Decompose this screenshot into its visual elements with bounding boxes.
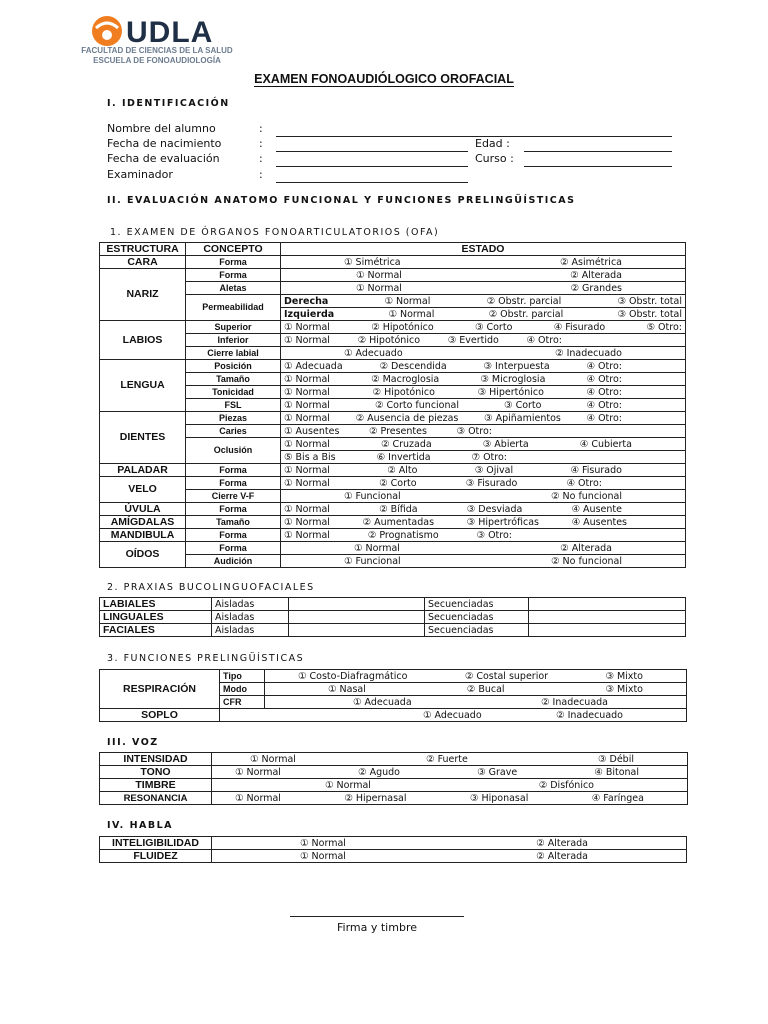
- concept-label: Audición: [186, 555, 281, 568]
- col-estructura: ESTRUCTURA: [100, 243, 186, 256]
- udla-logo-mark-icon: [90, 14, 124, 48]
- concept-label: Inferior: [186, 334, 281, 347]
- funciones-table: [99, 669, 687, 722]
- state-options[interactable]: ① Nasal ② Bucal ③ Mixto: [265, 683, 687, 696]
- nombre-label: Nombre del alumno: [107, 122, 216, 135]
- nacimiento-field[interactable]: [276, 151, 468, 152]
- table-row: [100, 386, 686, 399]
- aisladas-field[interactable]: [289, 611, 425, 624]
- signature-label: Firma y timbre: [337, 921, 417, 934]
- edad-label: Edad :: [475, 137, 510, 150]
- state-options[interactable]: ① Normal ② Prognatismo ③ Otro:: [281, 529, 686, 542]
- table-row: [100, 611, 686, 624]
- structure-mandibula: MANDIBULA: [100, 529, 186, 542]
- aisladas-field[interactable]: [289, 598, 425, 611]
- state-options[interactable]: ① Adecuado ② Inadecuado: [220, 709, 687, 722]
- habla-table: [99, 836, 687, 863]
- col-concepto: CONCEPTO: [186, 243, 281, 256]
- concept-label: Tamaño: [186, 373, 281, 386]
- table-row: [100, 412, 686, 425]
- praxia-label: LINGUALES: [100, 611, 212, 624]
- timbre-label: TIMBRE: [100, 779, 212, 792]
- state-options[interactable]: ① Normal ② Hipotónico ③ Evertido ④ Otro:: [281, 334, 686, 347]
- table-row: [100, 624, 686, 637]
- table-row: [100, 598, 686, 611]
- concept-label: Posición: [186, 360, 281, 373]
- state-options[interactable]: ① Normal ② Grandes: [281, 282, 686, 295]
- state-options[interactable]: ① Normal ② Corto funcional ③ Corto ④ Otro:: [281, 399, 686, 412]
- structure-lengua: LENGUA: [100, 360, 186, 412]
- signature-line[interactable]: [290, 916, 464, 917]
- section-voz-heading: III. VOZ: [107, 737, 159, 748]
- document-title: EXAMEN FONOAUDIÓLOGICO OROFACIAL: [254, 72, 514, 86]
- state-options[interactable]: ① Normal ② Hipotónico ③ Hipertónico ④ Otro:: [281, 386, 686, 399]
- voz-table: [99, 752, 688, 805]
- state-options[interactable]: ① Normal ② Alterada: [212, 837, 687, 850]
- state-options[interactable]: ① Funcional ② No funcional: [281, 555, 686, 568]
- concept-label: Caries: [186, 425, 281, 438]
- section-evaluacion-heading: II. EVALUACIÓN ANATOMO FUNCIONAL Y FUNCIONES PRELINGÜÍSTICAS: [107, 195, 576, 206]
- state-options[interactable]: ⑤ Bis a Bis ⑥ Invertida ⑦ Otro:: [281, 451, 686, 464]
- state-options[interactable]: ① Normal ② Alto ③ Ojival ④ Fisurado: [281, 464, 686, 477]
- secuenciadas-field[interactable]: [529, 611, 686, 624]
- section-identificacion-heading: I. IDENTIFICACIÓN: [107, 98, 230, 109]
- nacimiento-label: Fecha de nacimiento: [107, 137, 222, 150]
- praxia-label: FACIALES: [100, 624, 212, 637]
- table-row: [100, 347, 686, 360]
- table-row: [100, 490, 686, 503]
- table-row: [100, 282, 686, 295]
- state-options[interactable]: ① Normal ② Bífida ③ Desviada ④ Ausente: [281, 503, 686, 516]
- table-row: [100, 542, 686, 555]
- aisladas-label: Aisladas: [212, 611, 289, 624]
- table-row: [100, 709, 687, 722]
- structure-amigdalas: AMÍGDALAS: [100, 516, 186, 529]
- structure-velo: VELO: [100, 477, 186, 503]
- intensidad-label: INTENSIDAD: [100, 753, 212, 766]
- inteligibilidad-label: INTELIGIBILIDAD: [100, 837, 212, 850]
- concept-label: Forma: [186, 256, 281, 269]
- table-row: [100, 399, 686, 412]
- aisladas-label: Aisladas: [212, 624, 289, 637]
- brand-name: UDLA: [126, 16, 214, 49]
- colon: :: [259, 168, 263, 181]
- concept-label: Superior: [186, 321, 281, 334]
- state-options[interactable]: ① Adecuada ② Descendida ③ Interpuesta ④ Otro:: [281, 360, 686, 373]
- tono-label: TONO: [100, 766, 212, 779]
- state-options[interactable]: ① Normal ② Ausencia de piezas ③ Apiñamientos ④ Otro:: [281, 412, 686, 425]
- praxias-table: [99, 597, 686, 637]
- secuenciadas-field[interactable]: [529, 598, 686, 611]
- state-options[interactable]: ① Simétrica ② Asimétrica: [281, 256, 686, 269]
- aisladas-label: Aisladas: [212, 598, 289, 611]
- secuenciadas-label: Secuenciadas: [425, 598, 529, 611]
- section-habla-heading: IV. HABLA: [107, 820, 174, 831]
- concept-label: Forma: [186, 464, 281, 477]
- examinador-field[interactable]: [276, 182, 468, 183]
- edad-field[interactable]: [524, 151, 672, 152]
- state-options[interactable]: ① Normal ② Agudo ③ Grave ④ Bitonal: [212, 766, 688, 779]
- state-options[interactable]: ① Normal ② Hipotónico ③ Corto ④ Fisurado ⑤ Otro:: [281, 321, 686, 334]
- table-row: [100, 373, 686, 386]
- concept-label: Forma: [186, 529, 281, 542]
- concept-label: Piezas: [186, 412, 281, 425]
- state-options[interactable]: ① Costo-Diafragmático ② Costal superior ③ Mixto: [265, 670, 687, 683]
- table-row: [100, 503, 686, 516]
- concept-label: Cierre V-F: [186, 490, 281, 503]
- state-options[interactable]: ① Normal ② Cruzada ③ Abierta ④ Cubierta: [281, 438, 686, 451]
- concept-label: Cierre labial: [186, 347, 281, 360]
- state-options[interactable]: ① Adecuada ② Inadecuada: [265, 696, 687, 709]
- faculty-name: FACULTAD DE CIENCIAS DE LA SALUD ESCUELA DE FONOAUDIOLOGÍA: [81, 46, 233, 65]
- table-row: [100, 321, 686, 334]
- table-row: [100, 779, 688, 792]
- concept-label: Forma: [186, 542, 281, 555]
- colon: :: [259, 122, 263, 135]
- table-row: [100, 334, 686, 347]
- state-options[interactable]: ① Normal ② Macroglosia ③ Microglosia ④ Otro:: [281, 373, 686, 386]
- table-row: [100, 850, 687, 863]
- table-row: [100, 295, 686, 308]
- concept-label: Aletas: [186, 282, 281, 295]
- curso-label: Curso :: [475, 152, 514, 165]
- table-row: [100, 360, 686, 373]
- secuenciadas-label: Secuenciadas: [425, 611, 529, 624]
- table-row: [100, 438, 686, 451]
- evaluacion-label: Fecha de evaluación: [107, 152, 220, 165]
- table-row: [100, 256, 686, 269]
- state-options[interactable]: ① Normal ② Fuerte ③ Débil: [212, 753, 688, 766]
- concept-label: Tonicidad: [186, 386, 281, 399]
- aisladas-field[interactable]: [289, 624, 425, 637]
- table-row: [100, 269, 686, 282]
- table-row: [100, 792, 688, 805]
- structure-oidos: OÍDOS: [100, 542, 186, 568]
- concept-label: Oclusión: [186, 438, 281, 464]
- secuenciadas-label: Secuenciadas: [425, 624, 529, 637]
- table-row: [100, 464, 686, 477]
- state-options[interactable]: Izquierda ① Normal ② Obstr. parcial ③ Obstr. total: [281, 308, 686, 321]
- state-options[interactable]: ① Normal ② Alterada: [212, 850, 687, 863]
- state-options[interactable]: ① Adecuado ② Inadecuado: [281, 347, 686, 360]
- evaluacion-field[interactable]: [276, 166, 468, 167]
- subsection-ofa-heading: 1. EXAMEN DE ÓRGANOS FONOARTICULATORIOS (OFA): [110, 227, 440, 238]
- table-row: [100, 670, 687, 683]
- state-options[interactable]: ① Normal ② Alterada: [281, 542, 686, 555]
- concept-label: Forma: [186, 503, 281, 516]
- table-row: [100, 766, 688, 779]
- fluidez-label: FLUIDEZ: [100, 850, 212, 863]
- structure-dientes: DIENTES: [100, 412, 186, 464]
- table-row: [100, 555, 686, 568]
- concept-label: Tipo: [220, 670, 265, 683]
- concept-label: Tamaño: [186, 516, 281, 529]
- table-row: [100, 477, 686, 490]
- concept-label: Permeabilidad: [186, 295, 281, 321]
- concept-label: Forma: [186, 269, 281, 282]
- structure-paladar: PALADAR: [100, 464, 186, 477]
- colon: :: [259, 152, 263, 165]
- structure-nariz: NARIZ: [100, 269, 186, 321]
- table-row: [100, 753, 688, 766]
- subsection-praxias-heading: 2. PRAXIAS BUCOLINGUOFACIALES: [107, 582, 315, 593]
- table-header-row: [100, 243, 686, 256]
- secuenciadas-field[interactable]: [529, 624, 686, 637]
- curso-field[interactable]: [524, 166, 672, 167]
- state-options[interactable]: ① Normal ② Corto ③ Fisurado ④ Otro:: [281, 477, 686, 490]
- structure-cara: CARA: [100, 256, 186, 269]
- nombre-field[interactable]: [276, 136, 672, 137]
- state-options[interactable]: ① Funcional ② No funcional: [281, 490, 686, 503]
- table-row: [100, 425, 686, 438]
- table-row: [100, 837, 687, 850]
- state-options[interactable]: ① Normal ② Disfónico: [212, 779, 688, 792]
- col-estado: ESTADO: [281, 243, 686, 256]
- examinador-label: Examinador: [107, 168, 173, 181]
- praxia-label: LABIALES: [100, 598, 212, 611]
- concept-label: Modo: [220, 683, 265, 696]
- soplo-label: SOPLO: [100, 709, 220, 722]
- ofa-table: [99, 242, 686, 568]
- resonancia-label: RESONANCIA: [100, 792, 212, 805]
- subsection-funciones-heading: 3. FUNCIONES PRELINGÜÍSTICAS: [107, 653, 305, 664]
- state-options[interactable]: ① Normal ② Alterada: [281, 269, 686, 282]
- structure-uvula: ÚVULA: [100, 503, 186, 516]
- concept-label: Forma: [186, 477, 281, 490]
- colon: :: [259, 137, 263, 150]
- respiracion-label: RESPIRACIÓN: [100, 670, 220, 709]
- concept-label: FSL: [186, 399, 281, 412]
- table-row: [100, 529, 686, 542]
- state-options[interactable]: Derecha ① Normal ② Obstr. parcial ③ Obstr. total: [281, 295, 686, 308]
- table-row: [100, 516, 686, 529]
- structure-labios: LABIOS: [100, 321, 186, 360]
- state-options[interactable]: ① Normal ② Aumentadas ③ Hipertróficas ④ Ausentes: [281, 516, 686, 529]
- state-options[interactable]: ① Normal ② Hipernasal ③ Hiponasal ④ Faríngea: [212, 792, 688, 805]
- state-options[interactable]: ① Ausentes ② Presentes ③ Otro:: [281, 425, 686, 438]
- concept-label: CFR: [220, 696, 265, 709]
